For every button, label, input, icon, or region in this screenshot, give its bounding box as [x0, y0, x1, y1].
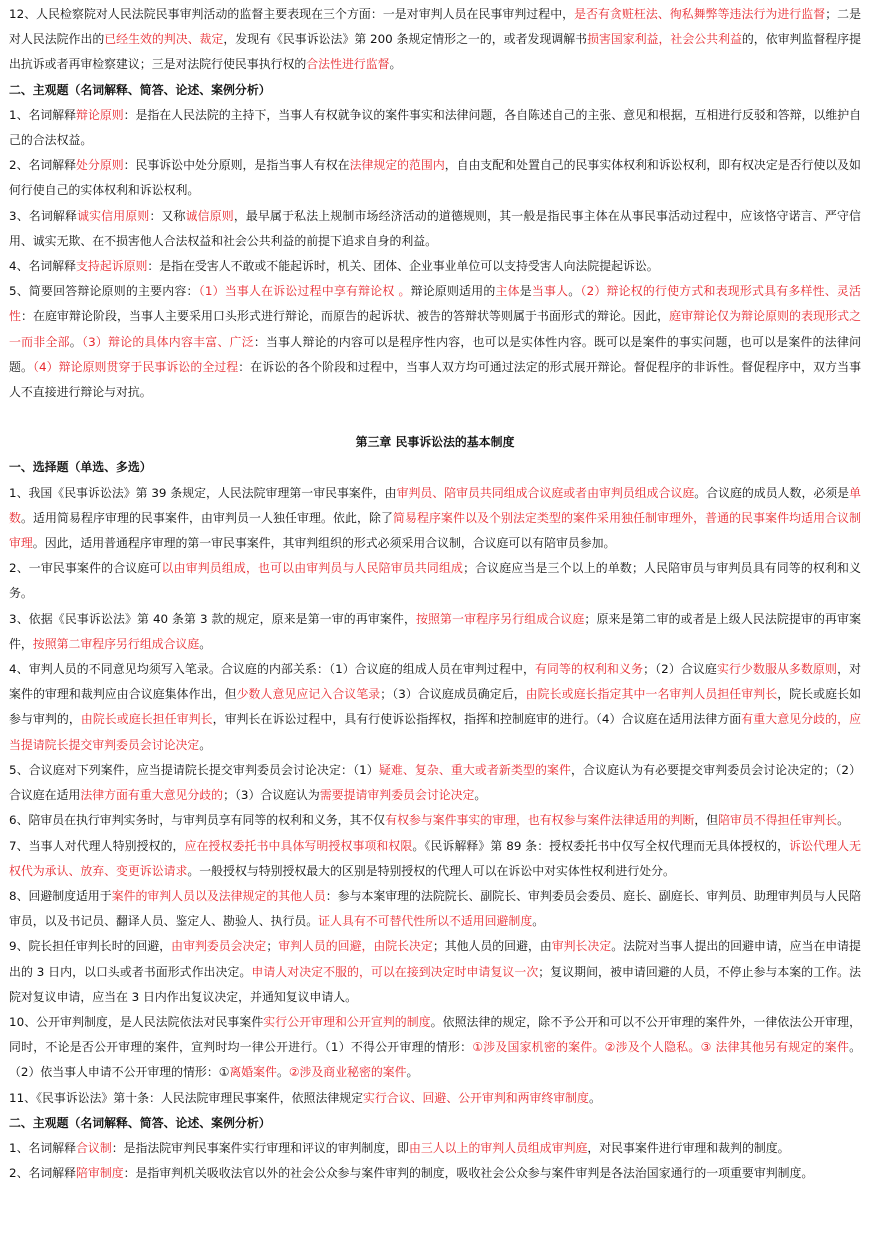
highlighted-text: 诚信原则 — [185, 208, 234, 223]
text-run: 9、院长担任审判长时的回避， — [9, 939, 172, 954]
text-run: ；复议期间，被申请回避的人员，不停止参与本案的工作。法院对复议申请，应当在 3 日内作出复议决定，并通知复议申请人。 — [9, 964, 861, 1004]
highlighted-text: 已经生效的判决、裁定 — [104, 32, 224, 47]
highlighted-text: ②涉及商业秘密的案件 — [288, 1065, 407, 1080]
text-run: ：又称 — [149, 208, 186, 223]
text-run: ，但 — [694, 813, 719, 828]
text-run: 2、一审民事案件的合议庭可 — [9, 561, 162, 576]
highlighted-text: 有同等的权利和义务 — [534, 662, 644, 677]
text-run: 1、名词解释 — [9, 1140, 77, 1155]
highlighted-text: 审判员、陪审员共同组成合议庭或者由审判员组成合议庭 — [396, 485, 695, 500]
text-run: 10、公开审判制度，是人民法院依法对民事案件 — [9, 1014, 264, 1029]
text-run: ：是指在受害人不敢或不能起诉时，机关、团体、企业事业单位可以支持受害人向法院提起诉讼。 — [147, 259, 659, 274]
text-run: 2、名词解释 — [9, 158, 77, 173]
highlighted-text: 由三人以上的审判人员组成审判庭 — [409, 1140, 588, 1155]
paragraph — [9, 758, 861, 808]
text-run: 。 — [69, 334, 82, 349]
highlighted-text: 主体 — [495, 284, 520, 299]
text-run: ：是指在人民法院的主持下，当事人有权就争议的案件事实和法律问题，各自陈述自己的主张、意见和根据，互相进行反驳和答辩，以维护自己的合法权益。 — [9, 107, 861, 148]
text-run: 。适用简易程序审理的民事案件，由审判员一人独任审理。依此，除了 — [21, 510, 394, 525]
text-run: 2、名词解释 — [9, 1166, 77, 1181]
text-run: 。 — [406, 1065, 419, 1080]
text-run: 。依照法律的规定，除不予公开和可以不公开审理的案件外，一律依法公开审理，同时，不论是否公开审理的案件，宣判时均一律公开进行。（1）不得公开审理的情形： — [9, 1014, 861, 1055]
text-run: 4、名词解释 — [9, 259, 77, 274]
highlighted-text: 审判人员的回避，由院长决定 — [278, 939, 433, 954]
highlighted-text: 证人具有不可替代性所以不适用回避制度 — [318, 914, 533, 929]
highlighted-text: 由院长或庭长担任审判长 — [80, 712, 213, 727]
text-run: ；二是对人民法院作出的 — [9, 7, 861, 47]
highlighted-text: 有权参与案件事实的审理，也有权参与案件法律适用的判断 — [385, 813, 695, 828]
paragraph — [9, 103, 861, 153]
paragraph — [9, 204, 861, 254]
text-run: 。 — [276, 1065, 289, 1080]
text-run: 4、审判人员的不同意见均须写入笔录。合议庭的内部关系：（1）合议庭的组成人员在审判过程中， — [9, 662, 535, 677]
highlighted-text: 实行公开审理和公开宣判的制度 — [263, 1014, 431, 1029]
highlighted-text: 法律方面有重大意见分歧的 — [80, 788, 224, 803]
text-run: 。 — [837, 813, 849, 828]
highlighted-text: 诚实信用原则 — [77, 208, 150, 223]
paragraph — [9, 1010, 861, 1086]
highlighted-text: 实行合议、回避、公开审判和两审终审制度 — [363, 1090, 589, 1105]
highlighted-text: 实行少数服从多数原则 — [716, 662, 838, 677]
text-run: 辩论原则适用的 — [410, 284, 496, 299]
highlighted-text: 合议制 — [76, 1140, 112, 1155]
text-run: 。 — [199, 636, 212, 651]
highlighted-text: （4）辩论原则贯穿于民事诉讼的全过程 — [32, 359, 239, 374]
text-run: 的，依审判监督程序提出抗诉或者再审检察建议；三是对法院行使民事执行权的 — [9, 32, 861, 72]
text-run: ，院长或庭长如参与审判的， — [9, 687, 861, 727]
text-run: ，发现有《民事诉讼法》第 200 条规定情形之一的，或者发现调解书 — [223, 32, 588, 47]
chapter-title — [9, 430, 861, 455]
text-run: ：在庭审辩论阶段，当事人主要采用口头形式进行辩论，而原告的起诉状、被告的答辩状等则属于书面形式的辩论。因此， — [21, 309, 670, 324]
text-run: ：当事人辩论的内容可以是程序性内容，也可以是实体性内容。既可以是案件的事实问题，也可以是案件的法律问题。 — [9, 334, 861, 374]
text-run: 第三章 民事诉讼法的基本制度 — [355, 435, 515, 450]
text-run: ；原来是第二审的或者是上级人民法院提审的再审案件， — [9, 611, 861, 651]
highlighted-text: 由院长或庭长指定其中一名审判人员担任审判长 — [525, 687, 778, 702]
paragraph — [9, 1161, 861, 1186]
highlighted-text: 应在授权委托书中具体写明授权事项和权限 — [184, 838, 413, 853]
text-run: ，合议庭认为有必要提交审判委员会讨论决定的；（2）合议庭在适用 — [9, 762, 861, 803]
highlighted-text: 疑难、复杂、重大或者新类型的案件 — [378, 762, 572, 777]
text-run: 1、我国《民事诉讼法》第 39 条规定，人民法院审理第一审民事案件，由 — [9, 485, 397, 500]
text-run: ； — [266, 939, 279, 954]
highlighted-text: 简易程序案件以及个别法定类型的案件采用独任制审理外，普通的民事案件均适用合议制审理 — [9, 510, 861, 551]
text-run: 。《民诉解释》第 89 条：授权委托书中仅写全权代理而无具体授权的， — [412, 838, 790, 853]
highlighted-text: （1）当事人在诉讼过程中享有辩论权 。 — [198, 284, 411, 299]
paragraph — [9, 279, 861, 405]
text-run: 5、合议庭对下列案件，应当提请院长提交审判委员会讨论决定：（1） — [9, 762, 379, 777]
paragraph — [9, 934, 861, 1010]
text-run: 一、选择题（单选、多选） — [9, 460, 152, 475]
text-run: 。 — [532, 914, 545, 929]
text-run: 12、人民检察院对人民法院民事审判活动的监督主要表现在三个方面：一是对审判人员在民事审判过程中， — [9, 7, 575, 21]
highlighted-text: 有重大意见分歧的，应当提请院长提交审判委员会讨论决定 — [9, 712, 861, 752]
highlighted-text: 由审判委员会决定 — [171, 939, 267, 954]
highlighted-text: 支持起诉原则 — [76, 259, 148, 274]
text-run: 。法院对当事人提出的回避申请，应当在申请提出的 3 日内，以口头或者书面形式作出决定。 — [9, 939, 861, 979]
text-run: ：是指审判机关吸收法官以外的社会公众参与案件审判的制度，吸收社会公众参与案件审判是各法治国家通行的一项重要审判制度。 — [123, 1166, 814, 1181]
highlighted-text: 少数人意见应记入合议笔录 — [236, 687, 381, 702]
text-run: ；其他人员的回避，由 — [432, 939, 552, 954]
paragraph — [9, 884, 861, 934]
text-run: 。一般授权与特别授权最大的区别是特别授权的代理人可以在诉讼中对实体性权利进行处分。 — [187, 863, 675, 878]
text-run: ：在诉讼的各个阶段和过程中，当事人双方均可通过法定的形式展开辩论。督促程序的非诉性。督促程序中，双方当事人不直接进行辩论与对抗。 — [9, 359, 861, 400]
highlighted-text: 申请人对决定不服的，可以在接到决定时申请复议一次 — [251, 964, 539, 979]
paragraph — [9, 481, 861, 557]
highlighted-text: 按照第二审程序另行组成合议庭 — [32, 636, 200, 651]
text-run: 5、简要回答辩论原则的主要内容： — [9, 284, 199, 299]
highlighted-text: 需要提请审判委员会讨论决定 — [319, 788, 475, 803]
highlighted-text: 陪审制度 — [76, 1166, 124, 1181]
text-run: 8、回避制度适用于 — [9, 888, 112, 903]
text-run: ，自由支配和处置自己的民事实体权利和诉讼权利，即有权决定是否行使以及如何行使自己的实体权利和诉讼权利。 — [9, 158, 861, 198]
text-run: 7、当事人对代理人特别授权的， — [9, 838, 185, 853]
text-run: 。 — [389, 57, 402, 72]
text-run: ；（3）合议庭认为 — [223, 788, 320, 803]
text-run: 是 — [519, 284, 532, 299]
text-run: ，对案件的审理和裁判应由合议庭集体作出，但 — [9, 662, 861, 702]
highlighted-text: 陪审员不得担任审判长 — [718, 813, 838, 828]
highlighted-text: 是否有贪赃枉法、徇私舞弊等违法行为进行监督 — [574, 7, 826, 21]
text-run: 。 — [199, 737, 212, 752]
text-run: 3、依据《民事诉讼法》第 40 条第 3 款的规定，原来是第一审的再审案件， — [9, 611, 416, 626]
text-run: 二、主观题（名词解释、简答、论述、案例分析） — [9, 1115, 271, 1130]
text-run: ；合议庭应当是三个以上的单数；人民陪审员与审判员具有同等的权利和义务。 — [9, 561, 861, 601]
highlighted-text: ①涉及国家机密的案件。②涉及个人隐私。③ 法律其他另有规定的案件 — [472, 1040, 850, 1055]
highlighted-text: （3）辩论的具体内容丰富、广泛 — [81, 334, 254, 349]
highlighted-text: 法律规定的范围内 — [349, 158, 445, 173]
section-heading — [9, 455, 861, 480]
highlighted-text: 诉讼代理人无权代为承认、放弃、变更诉讼请求 — [9, 838, 861, 878]
section-heading — [9, 78, 861, 103]
highlighted-text: 按照第一审程序另行组成合议庭 — [415, 611, 585, 626]
text-run: ：民事诉讼中处分原则，是指当事人有权在 — [123, 158, 350, 173]
text-run: 。 — [474, 788, 487, 803]
text-run: 11、《民事诉讼法》第十条：人民法院审理民事案件，依照法律规定 — [9, 1090, 364, 1105]
highlighted-text: 庭审辩论仅为辩论原则的表现形式之一而非全部 — [9, 309, 861, 349]
text-run: 。 — [568, 284, 581, 299]
highlighted-text: 案件的审判人员以及法律规定的其他人员 — [111, 888, 326, 903]
highlighted-text: 当事人 — [531, 284, 569, 299]
paragraph — [9, 556, 861, 606]
text-run: 。（2）依当事人申请不公开审理的情形：① — [9, 1040, 861, 1080]
highlighted-text: 合法性进行监督 — [306, 57, 390, 72]
text-run: ：是指法院审判民事案件实行审理和评议的审判制度，即 — [111, 1140, 409, 1155]
highlighted-text: 单数 — [9, 485, 861, 525]
highlighted-text: 审判长决定 — [551, 939, 612, 954]
text-run: 1、名词解释 — [9, 107, 77, 122]
text-run: 。合议庭的成员人数，必须是 — [694, 485, 850, 500]
highlighted-text: 处分原则 — [76, 158, 124, 173]
section-heading — [9, 1111, 861, 1136]
paragraph — [9, 834, 861, 884]
paragraph — [9, 808, 861, 833]
paragraph — [9, 254, 861, 279]
paragraph — [9, 657, 861, 758]
highlighted-text: 以由审判员组成，也可以由审判员与人民陪审员共同组成 — [161, 561, 464, 576]
text-run: ，审判长在诉讼过程中，具有行使诉讼指挥权，指挥和控制庭审的进行。（4）合议庭在适用法律方面 — [212, 712, 742, 727]
highlighted-text: 损害国家利益，社会公共利益 — [587, 32, 742, 47]
highlighted-text: 辩论原则 — [76, 107, 124, 122]
paragraph — [9, 607, 861, 657]
text-run: 二、主观题（名词解释、简答、论述、案例分析） — [9, 82, 271, 97]
text-run: 。因此，适用普通程序审理的第一审民事案件，其审判组织的形式必须采用合议制，合议庭可以有陪审员参加。 — [32, 536, 616, 551]
highlighted-text: （2）辩论权的行使方式和表现形式具有多样性、灵活性 — [9, 284, 861, 324]
paragraph — [9, 1136, 861, 1161]
text-run: 3、名词解释 — [9, 208, 78, 223]
text-run: ；（3）合议庭成员确定后， — [380, 687, 526, 702]
text-run: ；（2）合议庭 — [643, 662, 717, 677]
paragraph — [9, 153, 861, 203]
highlighted-text: 离婚案件 — [229, 1065, 277, 1080]
text-run: ：参与本案审理的法院院长、副院长、审判委员会委员、庭长、副庭长、审判员、助理审判员与人民陪审员，以及书记员、翻译人员、鉴定人、勘验人、执行员。 — [9, 888, 861, 929]
text-run: 。 — [588, 1090, 601, 1105]
text-run: ，对民事案件进行审理和裁判的制度。 — [587, 1140, 790, 1155]
paragraph — [9, 1086, 861, 1111]
text-run: ，最早属于私法上规制市场经济活动的道德规则，其一般是指民事主体在从事民事活动过程中，应该恪守诺言、严守信用、诚实无欺、在不损害他人合法权益和社会公共利益的前提下追求自身的利益。 — [9, 208, 861, 248]
text-run: 6、陪审员在执行审判实务时，与审判员享有同等的权利和义务，其不仅 — [9, 813, 386, 828]
paragraph — [9, 2, 861, 78]
